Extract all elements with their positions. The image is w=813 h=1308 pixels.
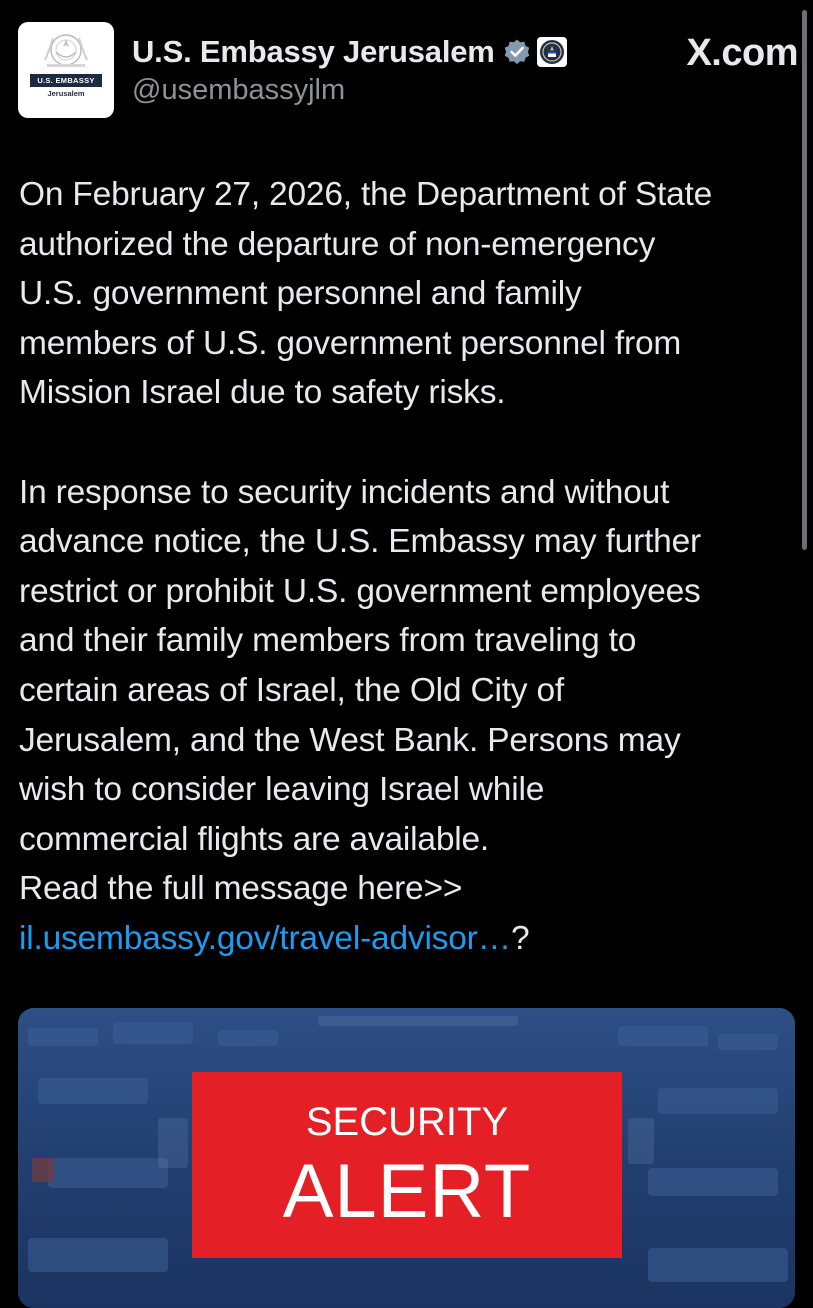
brand-watermark: X.com	[686, 32, 798, 74]
paragraph-gap	[19, 418, 789, 468]
display-name[interactable]: U.S. Embassy Jerusalem	[132, 34, 495, 69]
avatar-org-label: U.S. EMBASSY	[30, 74, 102, 87]
text-line: certain areas of Israel, the Old City of	[19, 671, 564, 709]
security-alert-banner	[192, 1072, 622, 1258]
text-line: Jerusalem, and the West Bank. Persons may	[19, 721, 681, 759]
alert-line-security: SECURITY	[305, 1100, 509, 1144]
text-line: U.S. government personnel and family	[19, 275, 582, 313]
text-line: Read the full message here>>	[19, 870, 463, 908]
scrollbar[interactable]	[802, 10, 807, 550]
alert-line-alert: ALERT	[282, 1149, 532, 1234]
text-line: restrict or prohibit U.S. government employees	[19, 572, 701, 610]
verified-badge-icon[interactable]	[503, 38, 531, 66]
text-line: authorized the departure of non-emergency	[19, 225, 656, 263]
link-line	[19, 914, 789, 964]
embassy-seal-icon	[41, 30, 91, 72]
link-suffix: ?	[510, 919, 530, 957]
text-line: and their family members from traveling to	[19, 622, 637, 660]
avatar-org-sub-label: Jerusalem	[47, 89, 85, 98]
text-line: members of U.S. government personnel from	[19, 324, 682, 362]
tweet-text	[19, 170, 789, 964]
text-line: advance notice, the U.S. Embassy may further	[19, 523, 701, 561]
text-line: In response to security incidents and without	[19, 473, 670, 511]
state-department-seal-icon[interactable]	[537, 37, 567, 67]
text-line: commercial flights are available.	[19, 820, 490, 858]
text-line: wish to consider leaving Israel while	[19, 771, 545, 809]
avatar[interactable]	[18, 22, 114, 118]
media-image[interactable]	[18, 1008, 795, 1308]
text-line: Mission Israel due to safety risks.	[19, 374, 506, 412]
name-row	[132, 30, 567, 74]
travel-advisory-link[interactable]: il.usembassy.gov/travel-advisor…	[19, 919, 511, 957]
tweet-header	[18, 22, 798, 122]
handle[interactable]: @usembassyjlm	[132, 74, 346, 106]
text-line: On February 27, 2026, the Department of State	[19, 176, 713, 213]
